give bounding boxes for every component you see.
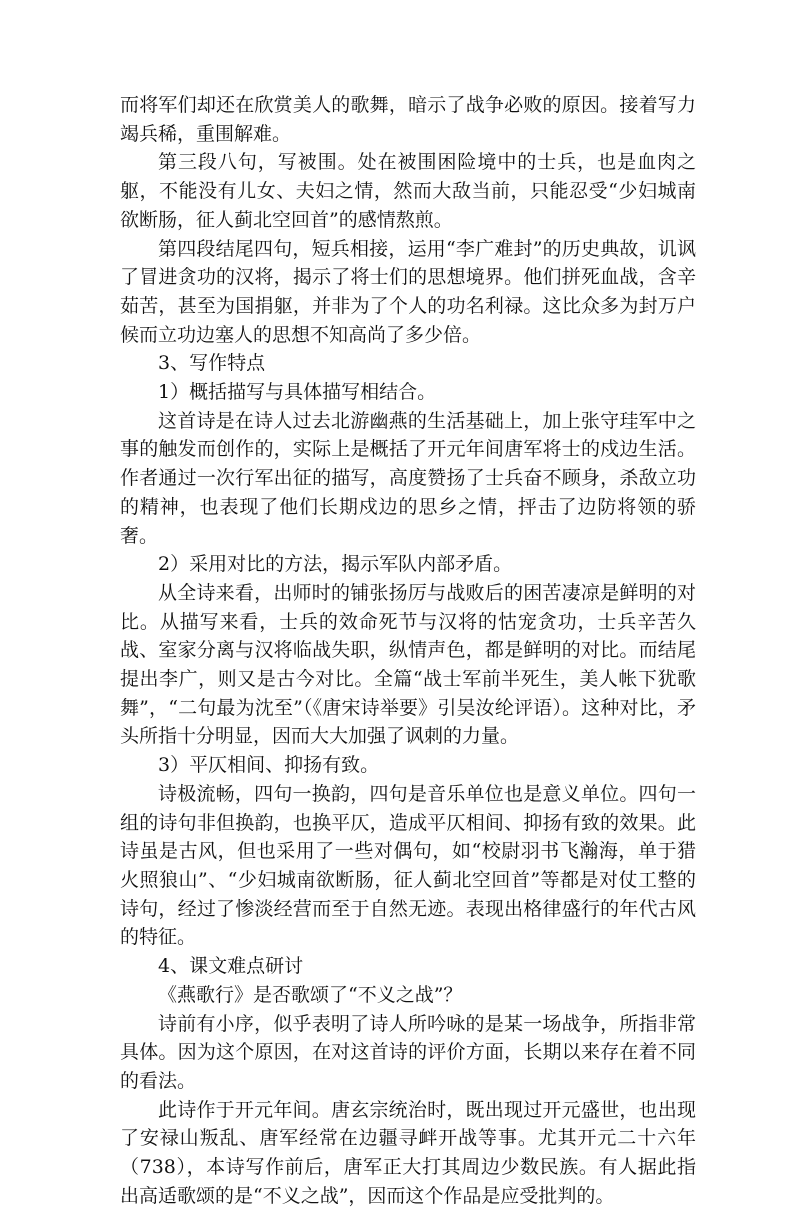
- paragraph: 诗前有小序，似乎表明了诗人所吟咏的是某一场战争，所指非常具体。因为这个原因，在对这首诗的评价方面，长期以来存在着不同的看法。: [120, 1012, 696, 1092]
- subsection-heading: 3）平仄相间、抑扬有致。: [158, 754, 380, 777]
- question-heading: 《燕歌行》是否歌颂了“不义之战”？: [158, 983, 463, 1006]
- subsection-heading: 2）采用对比的方法，揭示军队内部矛盾。: [158, 553, 513, 576]
- paragraph: 第四段结尾四句，短兵相接，运用“李广难封”的历史典故，讥讽了冒进贪功的汉将，揭示了将士们的思想境界。他们拼死血战，含辛茹苦，甚至为国捐躯，并非为了个人的功名利禄。这比众多为封万户候而立功边塞人的思想不知高尚了多少倍。: [120, 237, 696, 346]
- section-heading: 3、写作特点: [158, 352, 266, 375]
- paragraph: 诗极流畅，四句一换韵，四句是音乐单位也是意义单位。四句一组的诗句非但换韵，也换平仄，造成平仄相间、抑扬有致的效果。此诗虽是古风，但也采用了一些对偶句，如“校尉羽书飞瀚海，单于猎火照狼山”、“少妇城南欲断肠，征人蓟北空回首”等都是对仗工整的诗句，经过了惨淡经营而至于自然无迹。表现出格律盛行的年代古风的特征。: [120, 782, 696, 949]
- section-heading: 4、课文难点研讨: [158, 955, 304, 978]
- document-body: [120, 91, 696, 1210]
- subsection-heading: 1）概括描写与具体描写相结合。: [158, 381, 437, 404]
- paragraph: 从全诗来看，出师时的铺张扬厉与战败后的困苦凄凉是鲜明的对比。从描写来看，士兵的效命死节与汉将的怙宠贪功，士兵辛苦久战、室家分离与汉将临战失职，纵情声色，都是鲜明的对比。而结尾提出李广，则又是古今对比。全篇“战士军前半死生，美人帐下犹歌舞”，“二句最为沈至”（《唐宋诗举要》引吴汝纶评语）。这种对比，矛头所指十分明显，因而大大加强了讽刺的力量。: [120, 581, 696, 748]
- paragraph: 这首诗是在诗人过去北游幽燕的生活基础上，加上张守珪军中之事的触发而创作的，实际上是概括了开元年间唐军将士的戍边生活。作者通过一次行军出征的描写，高度赞扬了士兵奋不顾身，杀敌立功的精神，也表现了他们长期戍边的思乡之情，抨击了边防将领的骄奢。: [120, 409, 696, 547]
- paragraph: 此诗作于开元年间。唐玄宗统治时，既出现过开元盛世，也出现了安禄山叛乱、唐军经常在边疆寻衅开战等事。尤其开元二十六年（738），本诗写作前后，唐军正大打其周边少数民族。有人据此指出高适歌颂的是“不义之战”，因而这个作品是应受批判的。: [120, 1098, 696, 1207]
- paragraph: 而将军们却还在欣赏美人的歌舞，暗示了战争必败的原因。接着写力竭兵稀，重围解难。: [120, 94, 696, 145]
- paragraph: 第三段八句，写被围。处在被围困险境中的士兵，也是血肉之躯，不能没有儿女、夫妇之情，然而大敌当前，只能忍受“少妇城南欲断肠，征人蓟北空回首”的感情熬煎。: [120, 151, 696, 231]
